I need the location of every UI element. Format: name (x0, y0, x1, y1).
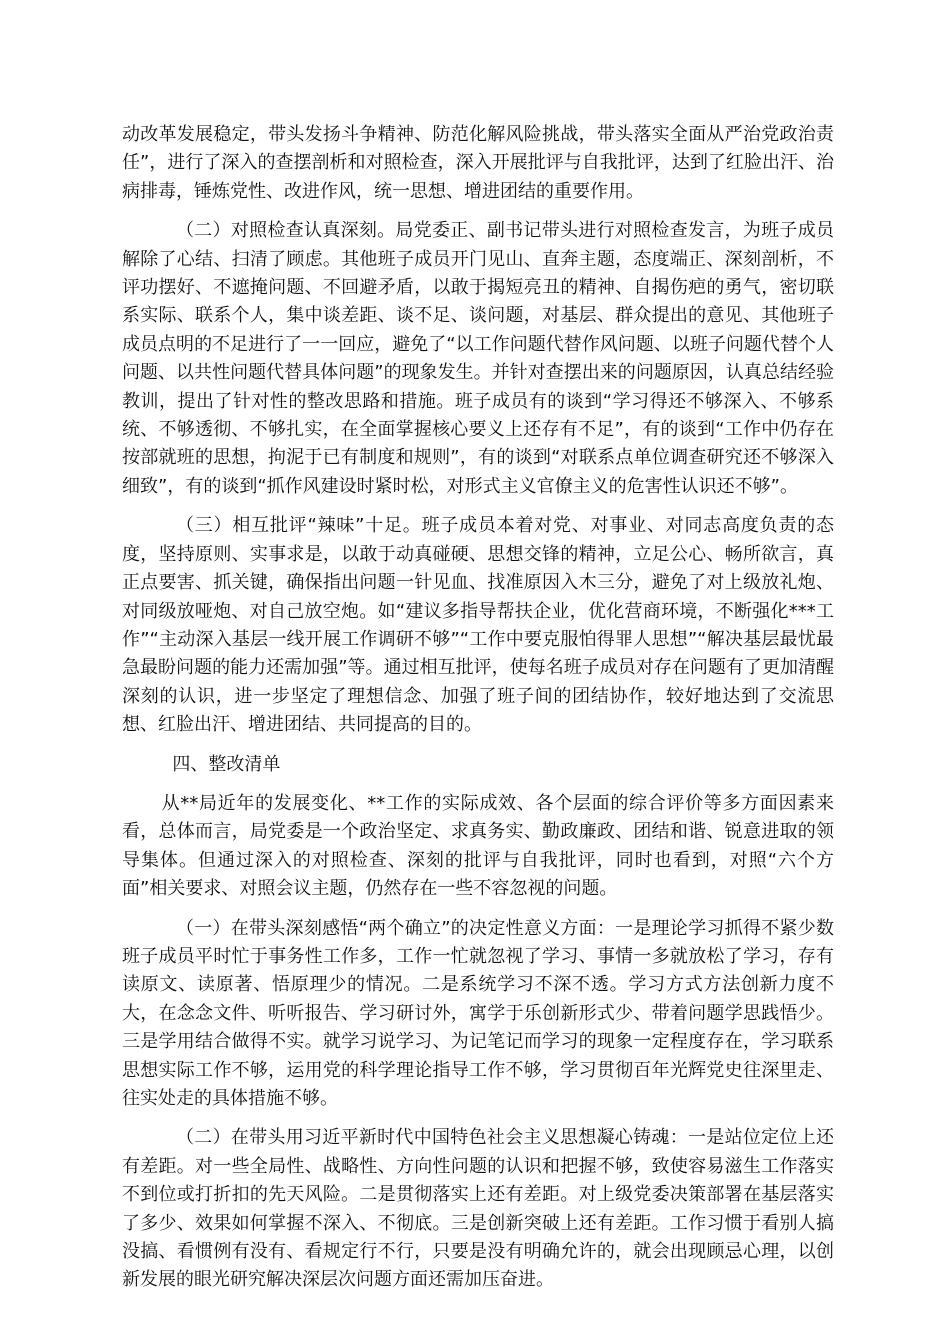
paragraph-issue-2: （二）在带头用习近平新时代中国特色社会主义思想凝心铸魂：一是站位定位上还有差距。对一些全局性、战略性、方向性问题的认识和把握不够，致使容易滋生工作落实不到位或打折扣的先天风险。二是贯彻落实上还有差距。对上级党委决策部署在基层落实了多少、效果如何掌握不深入、不彻底。三是创新突破上还有差距。工作习惯于看别人搞没搞、看惯例有没有、看规定行不行，只要是没有明确允许的，就会出现顾忌心理，以创新发展的眼光研究解决深层次问题方面还需加压奋进。 (122, 1127, 834, 1291)
section-heading-rectification-list: 四、整改清单 (172, 753, 281, 775)
paragraph-issue-1: （一）在带头深刻感悟“两个确立”的决定性意义方面：一是理论学习抓得不紧少数班子成员平时忙于事务性工作多，工作一忙就忽视了学习、事情一多就放松了学习，存有读原文、读原著、悟原理少的情况。二是系统学习不深不透。学习方式方法创新力度不大，在念念文件、听听报告、学习研讨外，寓学于乐创新形式少、带着问题学思践悟少。三是学用结合做得不实。就学习说学习、为记笔记而学习的现象一定程度存在，学习联系思想实际工作不够，运用党的科学理论指导工作不够，学习贯彻百年光辉党史往深里走、往实处走的具体措施不够。 (122, 917, 834, 1109)
paragraph-continuation: 动改革发展稳定，带头发扬斗争精神、防范化解风险挑战，带头落实全面从严治党政治责任”，进行了深入的查摆剖析和对照检查，深入开展批评与自我批评，达到了红脸出汗、治病排毒，锤炼党性、改进作风，统一思想、增进团结的重要作用。 (122, 124, 834, 202)
paragraph-item-2-self-check: （二）对照检查认真深刻。局党委正、副书记带头进行对照检查发言，为班子成员解除了心结、扫清了顾虑。其他班子成员开门见山、直奔主题，态度端正、深刻剖析，不评功摆好、不遮掩问题、不回避矛盾，以敢于揭短亮丑的精神、自揭伤疤的勇气，密切联系实际、联系个人，集中谈差距、谈不足、谈问题，对基层、群众提出的意见、其他班子成员点明的不足进行了一一回应，避免了“以工作问题代替作风问题、以班子问题代替个人问题、以共性问题代替具体问题”的现象发生。并针对查摆出来的问题原因，认真总结经验教训，提出了针对性的整改思路和措施。班子成员有的谈到“学习得还不够深入、不够系统、不够透彻、不够扎实，在全面掌握核心要义上还存有不足”，有的谈到“工作中仍存在按部就班的思想，拘泥于已有制度和规则”，有的谈到“对联系点单位调查研究还不够深入细致”，有的谈到“抓作风建设时紧时松，对形式主义官僚主义的危害性认识还不够”。 (122, 220, 834, 497)
document-page (122, 121, 834, 1306)
paragraph-item-3-mutual-criticism: （三）相互批评“辣味”十足。班子成员本着对党、对事业、对同志高度负责的态度，坚持原则、实事求是，以敢于动真碰硬、思想交锋的精神，立足公心、畅所欲言，真正点要害、抓关键，确保指出问题一针见血、找准原因入木三分，避免了对上级放礼炮、对同级放哑炮、对自己放空炮。如“建议多指导帮扶企业，优化营商环境，不断强化***工作”“主动深入基层一线开展工作调研不够”“工作中要克服怕得罪人思想”“解决基层最忧最急最盼问题的能力还需加强”等。通过相互批评，使每名班子成员对存在问题有了更加清醒深刻的认识，进一步坚定了理想信念、加强了班子间的团结协作，较好地达到了交流思想、红脸出汗、增进团结、共同提高的目的。 (122, 515, 834, 736)
paragraph-overall-assessment: 从**局近年的发展变化、**工作的实际成效、各个层面的综合评价等多方面因素来看，总体而言，局党委是一个政治坚定、求真务实、勤政廉政、团结和谐、锐意进取的领导集体。但通过深入的对照检查、深刻的批评与自我批评，同时也看到，对照“六个方面”相关要求、对照会议主题，仍然存在一些不容忽视的问题。 (122, 792, 834, 900)
